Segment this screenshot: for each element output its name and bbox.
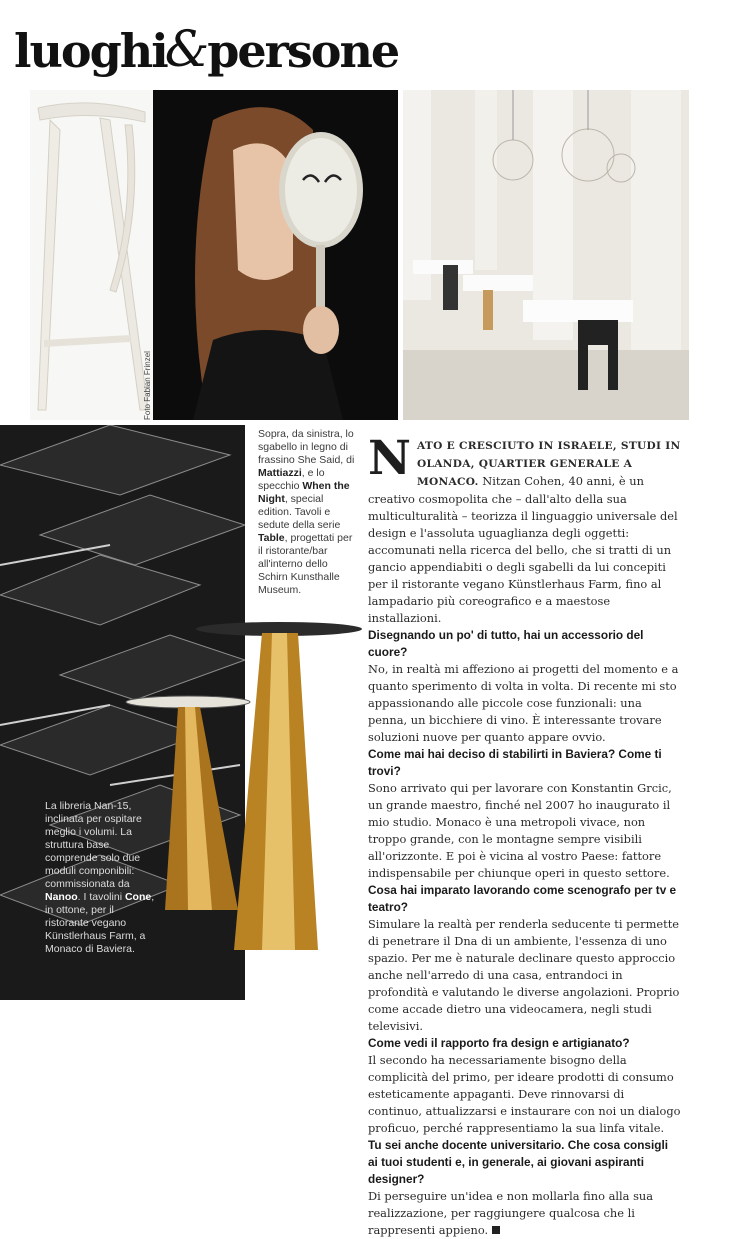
- header-word-luoghi: luoghi: [14, 24, 167, 78]
- header-ampersand: &: [164, 20, 210, 78]
- caption-bottom-product-cone: Cone: [124, 891, 152, 903]
- answer-5-paragraph: [368, 1188, 681, 1239]
- article-body: [368, 431, 681, 1239]
- section-header: [14, 14, 399, 78]
- answer-4: Il secondo ha necessariamente bisogno della complicità del primo, per ideare prodotti di consumo esteticamente appaganti. Deve rinnovarsi di continuo, attualizzarsi e instaurare con noi un dialogo proficuo, perché rappresentiamo la sua linfa vitale.: [368, 1053, 681, 1135]
- article-lead: ATO E CRESCIUTO IN ISRAELE, STUDI IN OLANDA, QUARTIER GENERALE A MONACO.: [416, 440, 681, 488]
- caption-bottom: [45, 800, 155, 956]
- caption-top-text-1: Sopra, da sinistra, lo sgabello in legno di frassino She Said, di: [258, 428, 355, 466]
- question-3: Cosa hai imparato lavorando come scenografo per tv e teatro?: [368, 883, 677, 914]
- caption-bottom-text-3: , in ottone, per il ristorante vegano Künstlerhaus Farm, a Monaco di Baviera.: [45, 891, 155, 955]
- answer-5: Di perseguire un'idea e non mollarla fino alla sua realizzazione, per raggiungere qualcosa che li rappresenti appieno.: [368, 1189, 654, 1237]
- question-1: Disegnando un po' di tutto, hai un accessorio del cuore?: [368, 628, 644, 659]
- article-intro: [368, 431, 681, 627]
- photo-restaurant: [403, 90, 689, 420]
- restaurant-illustration: [403, 90, 689, 420]
- caption-bottom-text-1: La libreria Nan-15, inclinata per ospitare meglio i volumi. La struttura base comprende solo due moduli componibili: commissionata da: [45, 800, 142, 890]
- stool-illustration: [30, 90, 153, 420]
- caption-top-brand-mattiazzi: Mattiazzi: [258, 467, 302, 479]
- caption-bottom-text-2: . I tavolini: [77, 891, 125, 903]
- caption-top-text-3: , special edition. Tavoli e sedute della serie: [258, 493, 341, 531]
- question-4: Come vedi il rapporto fra design e artigianato?: [368, 1036, 630, 1050]
- photo-stool: [30, 90, 153, 420]
- caption-bottom-brand-nanoo: Nanoo: [45, 891, 78, 903]
- answer-3: Simulare la realtà per renderla seducente ti permette di penetrare il Dna di un ambiente, l'essenza di uno spazio. Per me è naturale declinare questo approccio anche nell'arredo di una casa, entrandoci in profondità e valutando le diverse angolazioni. Proprio come accade dietro una videocamera, negli studi televisivi.: [368, 917, 680, 1033]
- woman-mirror-illustration: [153, 90, 398, 420]
- caption-top: [258, 428, 358, 597]
- question-2: Come mai hai deciso di stabilirti in Baviera? Come ti trovi?: [368, 747, 662, 778]
- photo-woman-mirror: [153, 90, 398, 420]
- photo-credit: Foto Fabian Frinzel: [143, 351, 152, 420]
- answer-1: No, in realtà mi affeziono ai progetti del momento e a quanto sperimento di volta in volta. Di recente mi sto appassionando alle piccole cose funzionali: una penna, un bicchiere di vino. È interessante trovare soluzioni nuove per quanto appare ovvio.: [368, 662, 679, 744]
- question-5: Tu sei anche docente universitario. Che cosa consigli ai tuoi studenti e, in generale, ai giovani aspiranti designer?: [368, 1138, 669, 1186]
- caption-top-series-table: Table: [258, 532, 285, 544]
- drop-cap: N: [368, 431, 411, 486]
- answer-2: Sono arrivato qui per lavorare con Konstantin Grcic, un grande maestro, finché nel 2007 ho inaugurato il mio studio. Monaco è una metropoli vivace, non troppo grande, con le montagne sempre visibili all'orizzonte. E poi è vicina al vostro Paese: fattore indispensabile per chiunque operi in questo settore.: [368, 781, 672, 880]
- caption-top-text-4: , progettati per il ristorante/bar all'interno dello Schirn Kunsthalle Museum.: [258, 532, 353, 596]
- end-of-article-mark: [492, 1226, 500, 1234]
- header-word-persone: persone: [207, 24, 399, 78]
- caption-top-product-when-the-night: When the Night: [258, 480, 350, 505]
- article-intro-text: Nitzan Cohen, 40 anni, è un creativo cosmopolita che – dall'alto della sua multiculturalità – teorizza il linguaggio universale del design e l'assoluta uguaglianza degli oggetti: accomunati nella ricerca del bello, che si tratti di un gancio appendiabiti o degli sgabelli da lui concepiti per il ristorante vegano Künstlerhaus Farm, fino al lampadario più coreografico e a maestose installazioni.: [368, 474, 678, 625]
- caption-top-text-2: , e lo specchio: [258, 467, 325, 492]
